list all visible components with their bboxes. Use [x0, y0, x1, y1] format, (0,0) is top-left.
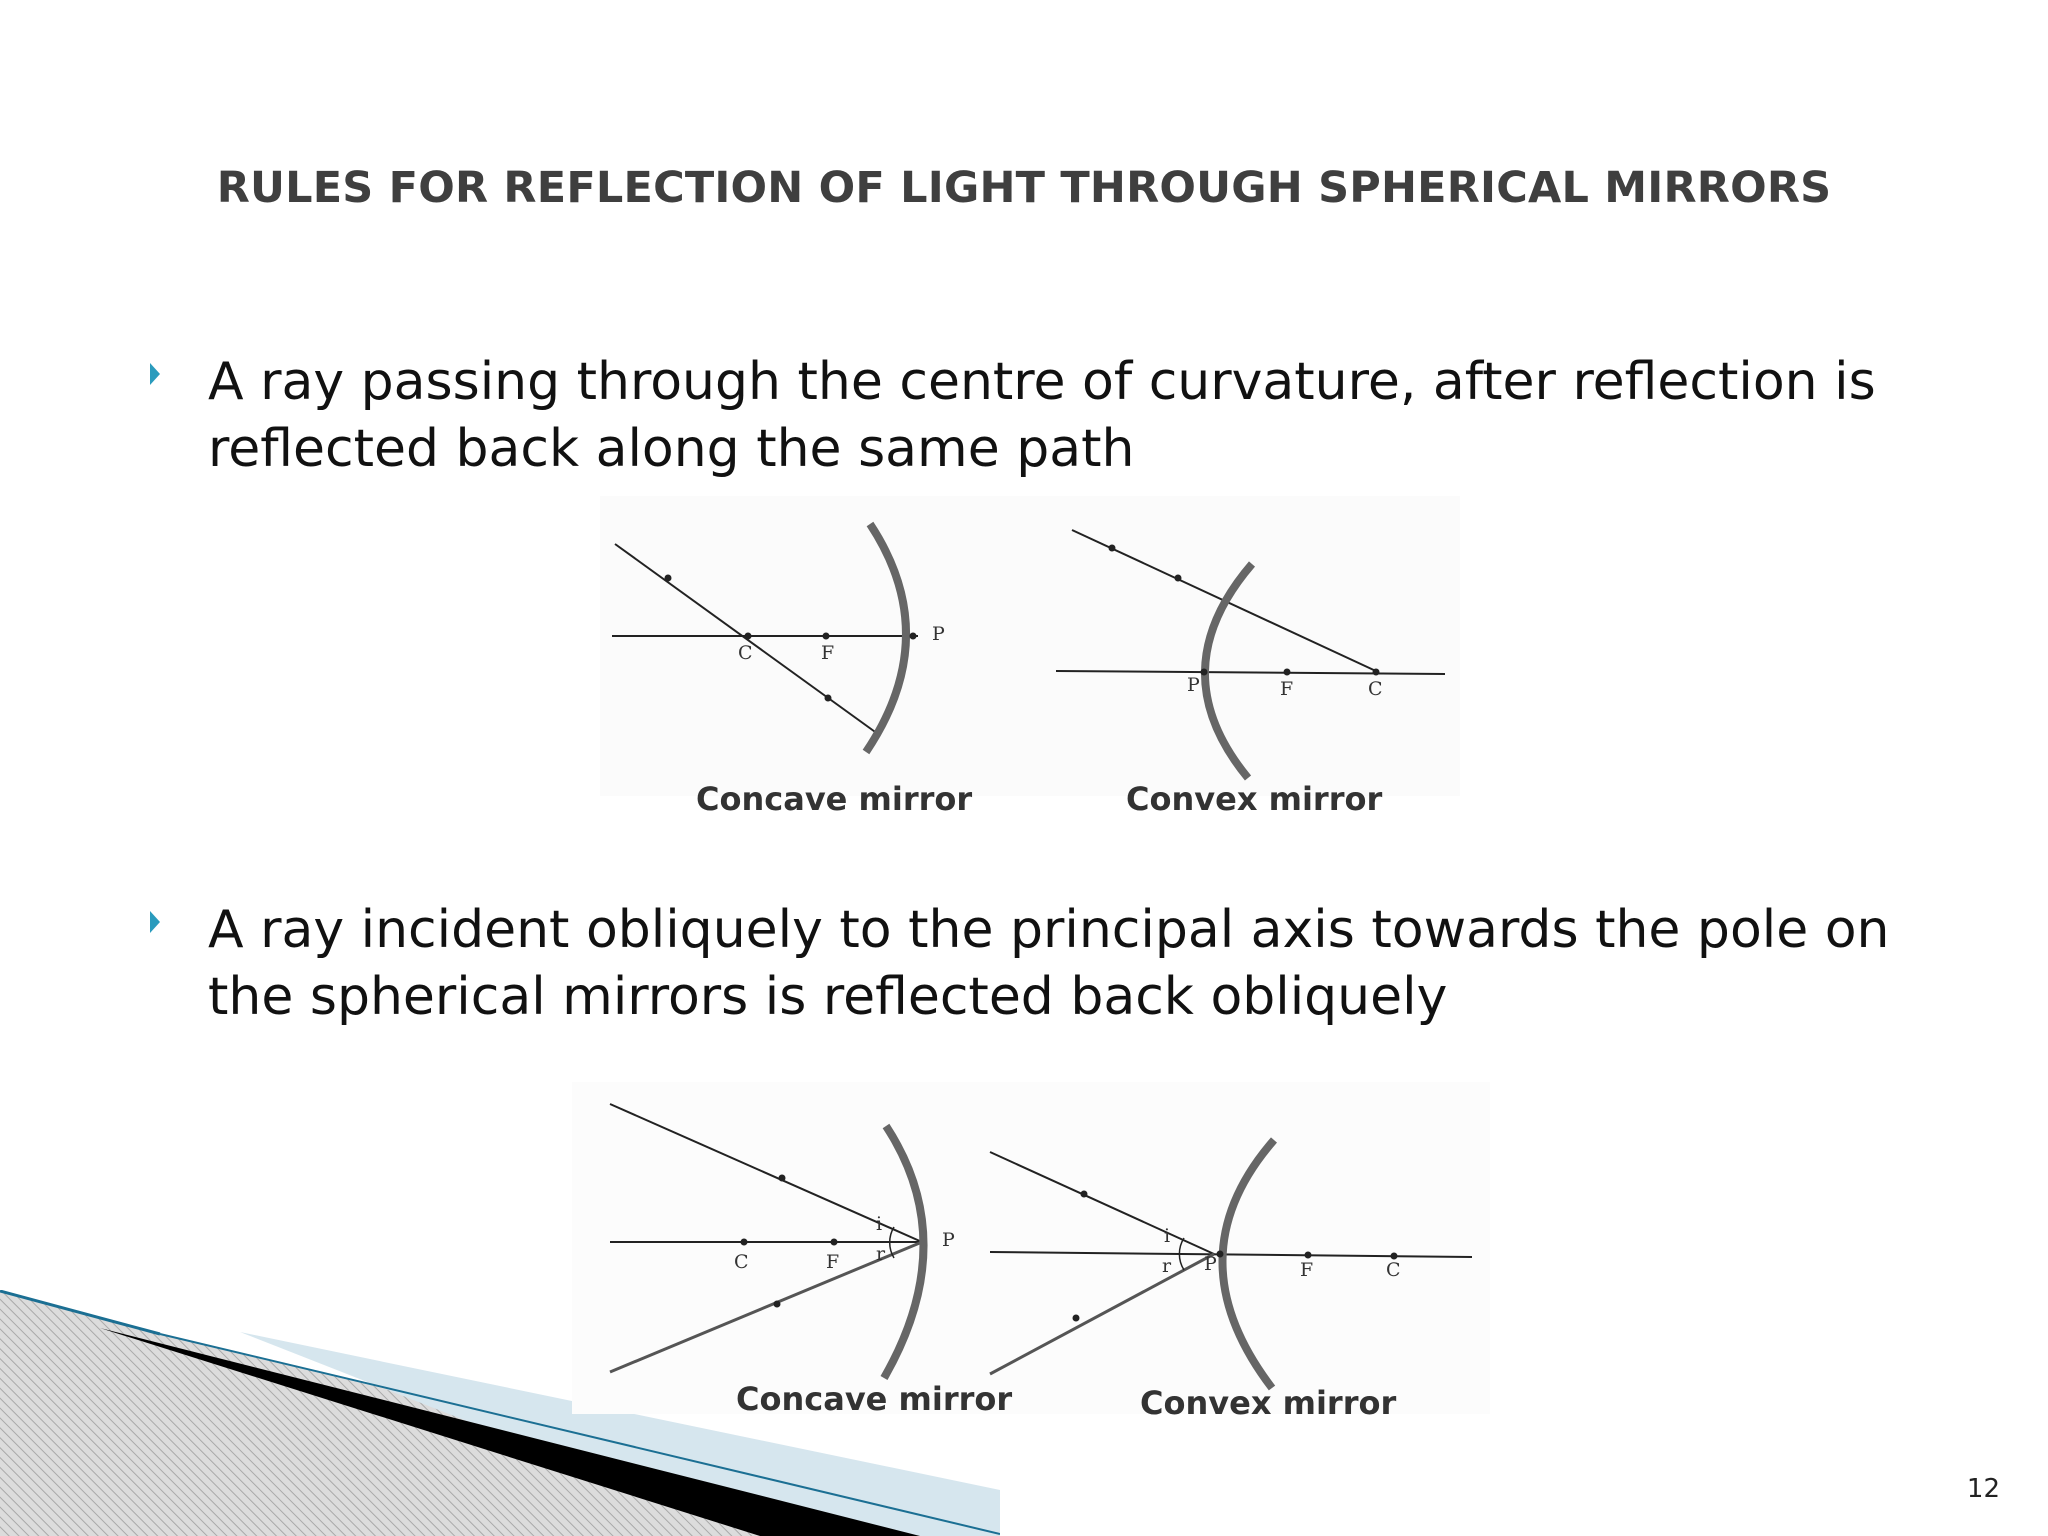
bullet-text: A ray incident obliquely to the principal axis towards the pole on the spherical mirrors is reflected back obliquely — [208, 900, 1890, 1027]
point-c-label: C — [734, 1251, 749, 1273]
point-f-label: F — [1300, 1259, 1314, 1281]
bullet-item — [150, 897, 1950, 1031]
point-c-label: C — [1368, 678, 1383, 700]
point-p-label: P — [1204, 1253, 1217, 1275]
point-p-label: P — [942, 1229, 955, 1251]
angle-i-label: i — [1164, 1225, 1171, 1247]
angle-r-label: r — [1162, 1255, 1172, 1277]
figure-centre-of-curvature — [600, 496, 1460, 836]
point-p-label: P — [932, 623, 945, 645]
page-number: 12 — [1966, 1474, 2000, 1504]
angle-r-label: r — [876, 1243, 886, 1265]
bullet-item — [150, 349, 1950, 483]
point-c-label: C — [738, 642, 753, 664]
convex-caption: Convex mirror — [1126, 780, 1383, 818]
ray-diagram-1 — [600, 496, 1460, 836]
bullet-text: A ray passing through the centre of curvature, after reflection is reflected back along the same path — [208, 352, 1876, 479]
figure-oblique-ray — [572, 1082, 1490, 1462]
point-c-label: C — [1386, 1259, 1401, 1281]
slide-title: RULES FOR REFLECTION OF LIGHT THROUGH SPHERICAL MIRRORS — [216, 163, 1832, 213]
bullet-arrow-icon — [150, 363, 160, 385]
concave-caption: Concave mirror — [736, 1380, 1013, 1418]
point-f-label: F — [1280, 678, 1294, 700]
convex-caption: Convex mirror — [1140, 1384, 1397, 1422]
point-f-label: F — [821, 642, 835, 664]
point-f-label: F — [826, 1251, 840, 1273]
bullet-arrow-icon — [150, 911, 160, 933]
concave-caption: Concave mirror — [696, 780, 973, 818]
angle-i-label: i — [876, 1213, 883, 1235]
point-p-label: P — [1187, 674, 1200, 696]
ray-diagram-2 — [572, 1082, 1490, 1462]
